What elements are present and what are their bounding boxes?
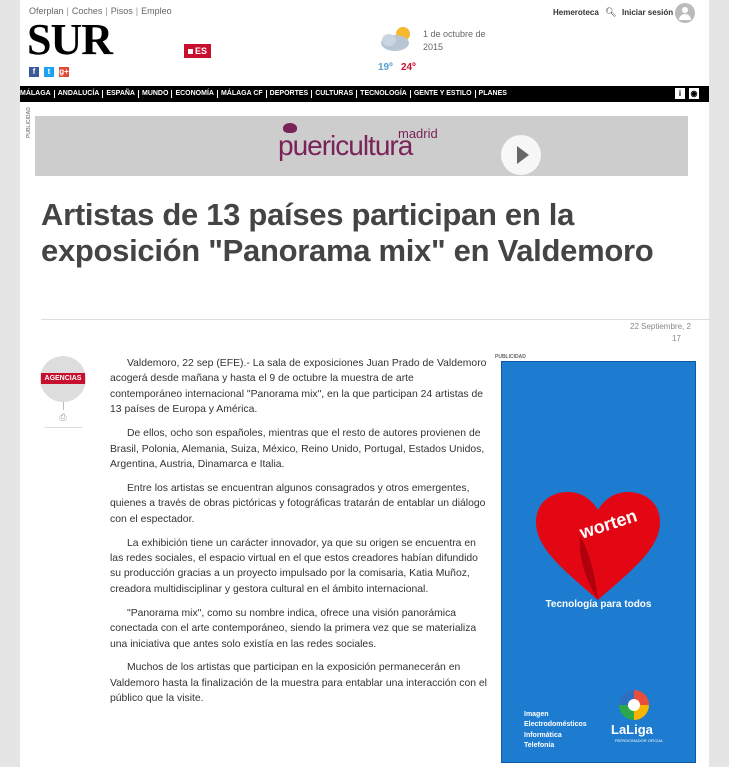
search-icon[interactable]: 🔍︎	[605, 7, 617, 17]
divider	[63, 402, 64, 410]
page	[20, 0, 709, 767]
banner-brand: puericultura	[278, 130, 413, 161]
camera-icon[interactable]: ◉	[690, 89, 698, 98]
article-date: 22 Septiembre, 2 17	[630, 322, 691, 343]
article-paragraph: La exhibición tiene un carácter innovador, ya que su origen se encuentra en las redes sociales, el espacio virtual en el que estos creadores habían difundido su producción gracias a un proyecto impulsado por la comisaria, Katia Muñoz, creadora multidisciplinar y gestora cultural en el ámbito internacional.	[110, 537, 478, 595]
article-paragraph: Muchos de los artistas que participan en la exposición permanecerán en Valdemoro hasta la finalización de la muestra para entablar una interacción con el público que la visite.	[110, 662, 487, 705]
info-icon[interactable]: i	[675, 88, 685, 99]
side-ad[interactable]	[501, 361, 696, 763]
agency-badge: AGENCIAS	[41, 373, 85, 384]
login-link[interactable]: Iniciar sesión	[622, 8, 674, 17]
nav-item-malaga[interactable]: MÁLAGA	[20, 90, 55, 98]
nav-item-tecnologia[interactable]: TECNOLOGÍA	[357, 90, 411, 98]
twitter-icon[interactable]: t	[44, 67, 54, 77]
nav-item-andalucia[interactable]: ANDALUCÍA	[55, 90, 104, 98]
divider	[44, 427, 82, 428]
laliga-ball-icon	[619, 690, 649, 720]
top-link-empleo[interactable]: Empleo	[141, 6, 172, 16]
user-avatar-icon[interactable]	[675, 3, 695, 23]
article-paragraph: Entre los artistas se encuentran algunos consagrados y otros emergentes, quienes a través de obras pictóricas y fotográficas tratarán de entablar un diálogo con el espectador.	[110, 482, 486, 525]
site-logo[interactable]: SUR	[27, 15, 113, 64]
hearts-logo-icon	[528, 488, 668, 608]
weather-date: 1 de octubre de 2015	[423, 29, 486, 52]
nav-item-planes[interactable]: PLANES	[478, 90, 507, 97]
article-title: Artistas de 13 países participan en la exposición "Panorama mix" en Valdemoro	[41, 197, 654, 268]
nav-item-gente-y-estilo[interactable]: GENTE Y ESTILO	[411, 90, 476, 98]
side-ad-label: PUBLICIDAD	[495, 354, 526, 360]
play-icon[interactable]	[501, 135, 541, 175]
cloud-sun-icon	[377, 25, 417, 53]
article-paragraph: Valdemoro, 22 sep (EFE).- La sala de exposiciones Juan Prado de Valdemoro acogerá desde mañana y hasta el 9 de octubre la muestra de arte contemporáneo internacional "Panorama mix", en la que participan 24 artistas de 13 países de Europa y América.	[110, 358, 487, 416]
temp-max: 24º	[401, 62, 416, 73]
article-paragraph: De ellos, ocho son españoles, mientras que el resto de autores provienen de Brasil, Polonia, Alemania, Suiza, México, Reino Unido, Portugal, Estados Unidos, Argentina, Austria, Dinamarca e Italia.	[110, 428, 485, 470]
article-paragraph: "Panorama mix", como su nombre indica, ofrece una visión panorámica conectada con el arte contemporáneo, siendo la primera vez que se materializa una iniciativa que antes solo existía en las redes sociales.	[110, 607, 477, 650]
nav-item-mundo[interactable]: MUNDO	[139, 90, 172, 98]
nav-item-deportes[interactable]: DEPORTES	[267, 90, 313, 98]
top-link-oferplan[interactable]: Oferplan	[29, 6, 64, 16]
top-link-pisos[interactable]: Pisos	[110, 6, 133, 16]
social-links	[29, 67, 69, 77]
agency-avatar	[40, 356, 86, 402]
ad-tagline: Tecnología para todos	[545, 599, 652, 610]
banner-ad[interactable]	[35, 116, 688, 176]
banner-brand-city: madrid	[398, 126, 438, 141]
article-body	[110, 356, 487, 715]
nav-item-espana[interactable]: ESPAÑA	[103, 90, 139, 98]
laliga-logo: LaLiga PATROCINADOR OFICIAL	[605, 690, 665, 748]
hemeroteca-link[interactable]: Hemeroteca	[553, 8, 599, 17]
main-nav	[20, 86, 709, 102]
nav-item-malaga-cf[interactable]: MÁLAGA CF	[218, 90, 267, 98]
print-icon[interactable]: ⎙	[59, 412, 67, 422]
temp-min: 19º	[378, 62, 393, 73]
nav-item-economia[interactable]: ECONOMÍA	[172, 90, 218, 98]
nav-item-culturas[interactable]: CULTURAS	[312, 90, 357, 98]
google-plus-icon[interactable]: g+	[59, 67, 69, 76]
banner-ad-label: PUBLICIDAD	[26, 107, 32, 138]
ad-brand: worten	[577, 505, 640, 543]
top-links: Oferplan | Coches | Pisos | Empleo	[29, 6, 172, 16]
top-link-coches[interactable]: Coches	[71, 6, 103, 16]
divider	[41, 319, 709, 320]
logo-es-badge: ES	[184, 44, 211, 58]
ad-category-list: Imagen Electrodomésticos Informática Telefonía	[524, 711, 587, 750]
facebook-icon[interactable]: f	[29, 67, 39, 77]
